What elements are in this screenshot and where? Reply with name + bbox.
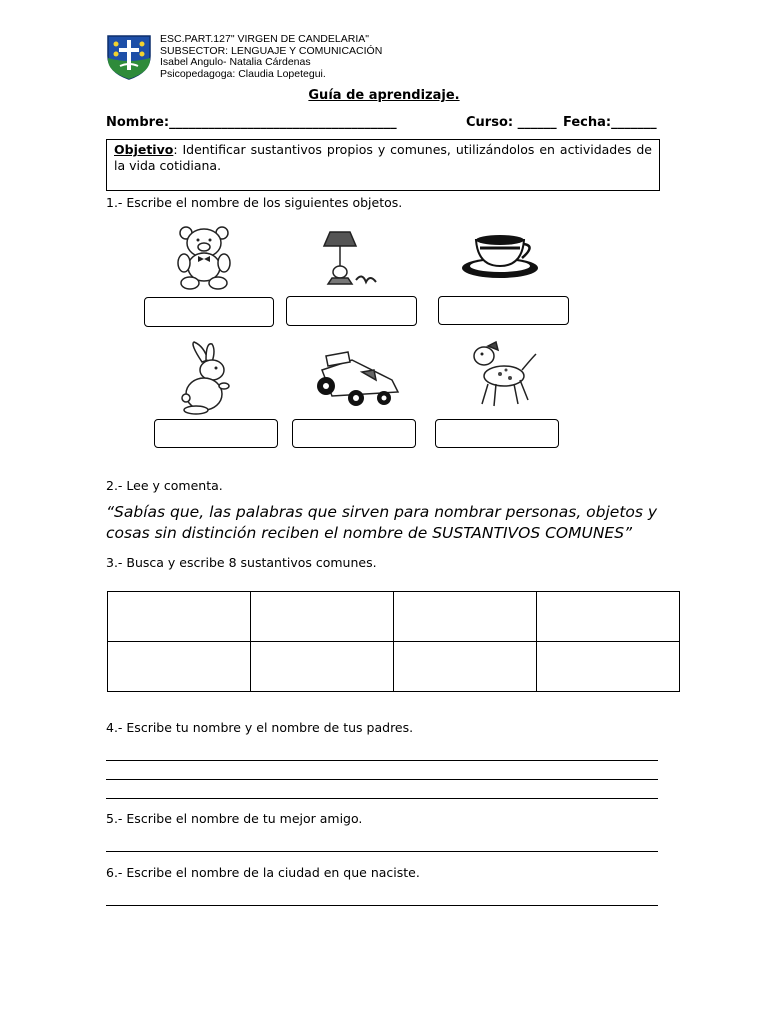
answer-box-teacup[interactable] <box>438 296 569 325</box>
answer-box-lamp[interactable] <box>286 296 417 326</box>
psychopedagogue-line: Psicopedagoga: Claudia Lopetegui. <box>160 67 326 80</box>
grid-cell[interactable] <box>537 592 680 642</box>
question-5: 5.- Escribe el nombre de tu mejor amigo. <box>106 811 363 826</box>
school-name: ESC.PART.127" VIRGEN DE CANDELARIA" <box>160 33 369 45</box>
writing-line[interactable] <box>106 798 658 799</box>
toy-car-picture <box>312 350 404 408</box>
grid-cell[interactable] <box>394 642 537 692</box>
page-title: Guía de aprendizaje. <box>308 88 460 103</box>
teachers-line: Isabel Angulo- Natalia Cárdenas <box>160 56 311 68</box>
answer-box-teddy-bear[interactable] <box>144 297 274 327</box>
grid-cell[interactable] <box>251 592 394 642</box>
teacup-picture <box>460 232 542 280</box>
common-nouns-quote: “Sabías que, las palabras que sirven para nombrar personas, objetos y cosas sin distinción reciben el nombre de SUSTANTIVOS COMUNES” <box>106 503 658 542</box>
objective-label: Objetivo <box>114 142 174 157</box>
grid-cell[interactable] <box>108 592 251 642</box>
answer-box-rabbit[interactable] <box>154 419 278 448</box>
grid-cell[interactable] <box>394 592 537 642</box>
lamp-picture <box>318 228 386 292</box>
rabbit-picture <box>176 340 242 416</box>
question-4: 4.- Escribe tu nombre y el nombre de tus padres. <box>106 720 414 735</box>
nouns-grid <box>107 591 680 692</box>
dog-picture <box>466 340 538 410</box>
writing-line[interactable] <box>106 851 658 852</box>
writing-line[interactable] <box>106 905 658 906</box>
school-header <box>160 34 382 80</box>
name-field-label[interactable]: Nombre:___________________________________ <box>106 115 397 130</box>
question-1: 1.- Escribe el nombre de los siguientes objetos. <box>106 195 403 210</box>
grid-cell[interactable] <box>108 642 251 692</box>
question-2: 2.- Lee y comenta. <box>106 478 223 493</box>
question-6: 6.- Escribe el nombre de la ciudad en que naciste. <box>106 865 420 880</box>
objective-text: : Identificar sustantivos propios y comunes, utilizándolos en actividades de la vida cotidiana. <box>114 142 652 173</box>
answer-box-toy-car[interactable] <box>292 419 416 448</box>
date-field-label[interactable]: Fecha:_______ <box>563 115 657 130</box>
objective-box <box>106 139 660 191</box>
writing-line[interactable] <box>106 760 658 761</box>
subsector-line: SUBSECTOR: LENGUAJE Y COMUNICACIÓN <box>160 44 383 57</box>
grid-cell[interactable] <box>537 642 680 692</box>
answer-box-dog[interactable] <box>435 419 559 448</box>
school-crest-logo <box>106 34 152 80</box>
writing-line[interactable] <box>106 779 658 780</box>
question-3: 3.- Busca y escribe 8 sustantivos comunes. <box>106 555 377 570</box>
grid-cell[interactable] <box>251 642 394 692</box>
teddy-bear-picture <box>168 225 240 291</box>
course-field-label[interactable]: Curso: ______ <box>466 115 557 130</box>
